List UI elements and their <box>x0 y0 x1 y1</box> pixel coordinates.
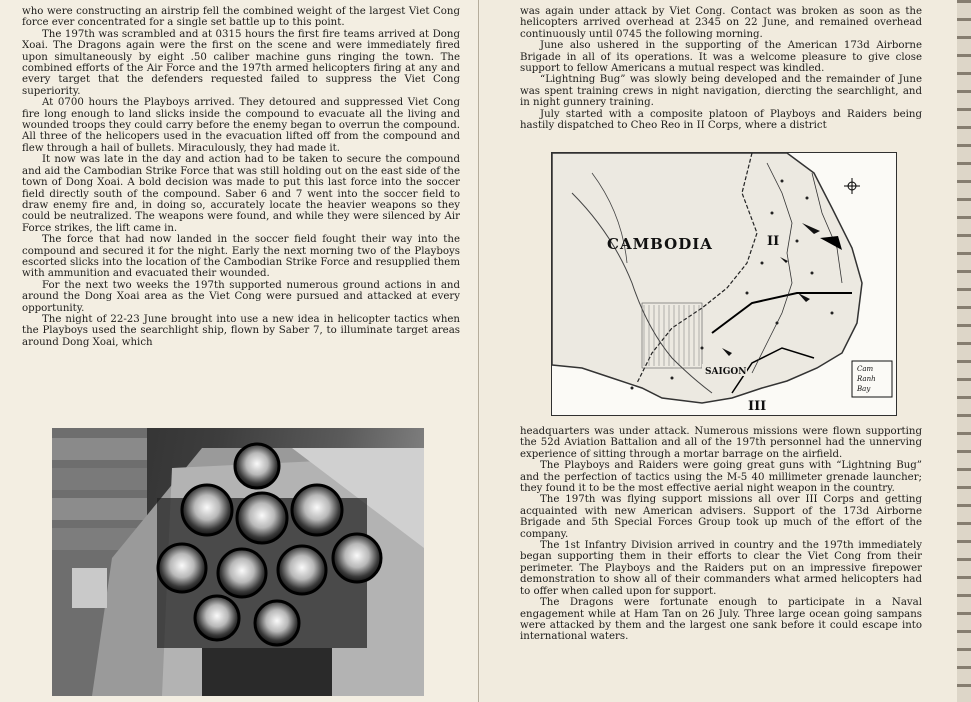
paragraph: headquarters was under attack. Numerous missions were flown supporting the 52d Aviation Battalion and all of the 197th personnel had the unnerving experience of sitting through a mortar barrage on the airfield. <box>520 426 922 460</box>
left-page <box>0 0 479 702</box>
paragraph: The 197th was flying support missions all over III Corps and getting acquainted with new American advisers. Support of the 173d Airborne Brigade and 5th Special Forces Group took up much of the effort of the company. <box>520 494 922 540</box>
map-label-saigon: SAIGON <box>705 367 747 377</box>
paragraph: At 0700 hours the Playboys arrived. They detoured and suppressed Viet Cong fire long enough to land slicks inside the compound to evacuate all the living and wounded troops they could carry before the enemy began to overrun the compound. All three of the helicopers used in the evacuation lifted off from the compound and flew through a hail of bullets. Miraculously, they had made it. <box>22 97 460 154</box>
paragraph: was again under attack by Viet Cong. Contact was broken as soon as the helicopters arrived overhead at 2345 on 22 June, and remained overhead continuously until 0745 the following morning. <box>520 6 922 40</box>
map-label-cambodia: CAMBODIA <box>607 235 713 253</box>
searchlight-photo <box>52 428 424 696</box>
right-text-column-bottom <box>520 426 922 643</box>
paragraph: who were constructing an airstrip fell the combined weight of the largest Viet Cong force ever concentrated for a single set battle up to this point. <box>22 6 460 29</box>
spiral-binding <box>957 0 971 702</box>
map-label-ranh: Ranh <box>857 375 876 383</box>
map-label-bay: Bay <box>857 385 871 393</box>
map-label-corps-ii: II <box>767 234 780 249</box>
paragraph: The force that had now landed in the soccer field fought their way into the compound and secured it for the night. Early the next morning two of the Playboys escorted slicks into the location of the Cambodian Strike Force and resupplied them with ammunition and evacuated their wounded. <box>22 234 460 280</box>
paragraph: The Dragons were fortunate enough to participate in a Naval engagement while at Ham Tan on 26 July. Three large ocean going sampans were attacked by them and the largest one sank before it could escape into international waters. <box>520 597 922 643</box>
paragraph: The 197th was scrambled and at 0315 hours the first fire teams arrived at Dong Xoai. The Dragons again were the first on the scene and were immediately fired upon simultaneously by eight .50 caliber machine guns ringing the town. The combined efforts of the Air Force and the 197th armed helicopters firing at any and every target that the defenders requested failed to suppress the Viet Cong superiority. <box>22 28 460 97</box>
paragraph: The Playboys and Raiders were going great guns with “Lightning Bug” and the perfection of tactics using the M-5 40 millimeter grenade launcher; they found it to be the most effective aerial night weapon in the country. <box>520 460 922 495</box>
paragraph: The 1st Infantry Division arrived in country and the 197th immediately began supporting them in their efforts to clear the Viet Cong from their perimeter. The Playboys and the Raiders put on an impressive firepower demonstration to show all of their commanders what armed helicopters had to offer when called upon for support. <box>520 540 922 597</box>
paragraph: It now was late in the day and action had to be taken to secure the compound and aid the Cambodian Strike Force that was still holding out on the east side of the town of Dong Xoai. A bold decision was made to put this last force into the soccer field directly south of the compound. Saber 6 and 7 went into the soccer field to draw enemy fire and, in doing so, accurately locate the heavier weapons so they could be neutralized. The weapons were found, and while they were silenced by Air Force strikes, the lift came in. <box>22 154 460 234</box>
searchlight-illustration <box>52 428 424 696</box>
map-illustration <box>552 153 896 415</box>
paragraph: The night of 22-23 June brought into use a new idea in helicopter tactics when the Playboys used the searchlight ship, flown by Saber 7, to illuminate target areas around Dong Xoai, which <box>22 313 460 348</box>
vietnam-map <box>551 152 897 416</box>
right-text-column-top <box>520 6 922 131</box>
paragraph: “Lightning Bug” was slowly being developed and the remainder of June was spent training crews in night navigation, diercting the searchlight, and in night gunnery training. <box>520 74 922 109</box>
right-page <box>480 0 971 702</box>
map-label-cam: Cam <box>857 365 874 373</box>
paragraph: July started with a composite platoon of Playboys and Raiders being hastily dispatched to Cheo Reo in II Corps, where a district <box>520 108 922 132</box>
paragraph: June also ushered in the supporting of the American 173d Airborne Brigade in all of its operations. It was a welcome pleasure to give close support to fellow Americans a mutual respect was kindled. <box>520 40 922 75</box>
left-text-column <box>22 6 460 348</box>
paragraph: For the next two weeks the 197th supported numerous ground actions in and around the Dong Xoai area as the Viet Cong were pursued and attacked at every opportunity. <box>22 279 460 314</box>
map-label-corps-iii: III <box>748 399 767 414</box>
